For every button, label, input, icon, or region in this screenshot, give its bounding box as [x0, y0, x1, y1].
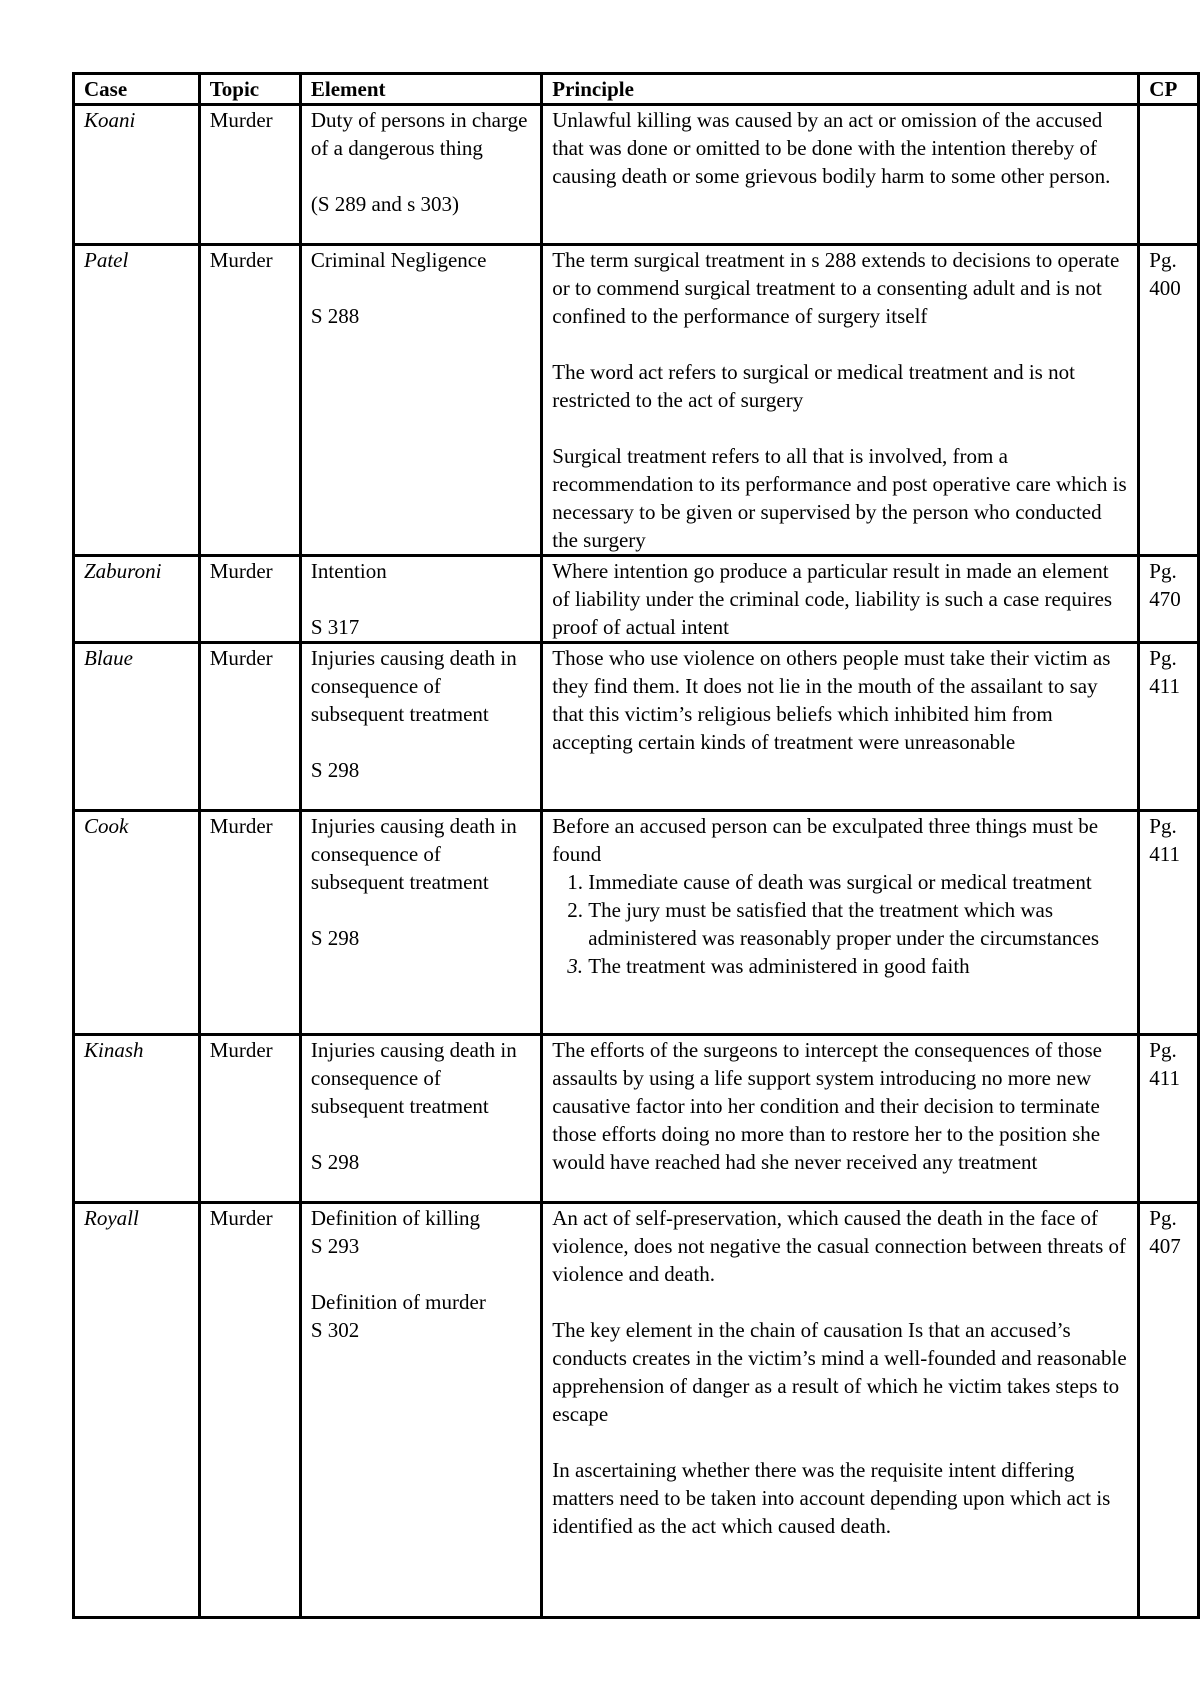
case-cell: Royall [74, 1203, 200, 1618]
table-row [74, 556, 1199, 643]
principle-cell [542, 643, 1139, 811]
topic-cell: Murder [199, 1203, 300, 1618]
principle-paragraph: The efforts of the surgeons to intercept the consequences of those assaults by using a life support system introducing no more new causative factor into her condition and their decision to terminate those efforts doing no more than to restore her to the position she would have reached had she never received any treatment [552, 1038, 1102, 1174]
principle-cell [542, 1035, 1139, 1203]
element-line: S 317 [310, 615, 360, 639]
element-line: Intention [310, 559, 387, 583]
element-cell [300, 556, 541, 643]
cp-cell: Pg. 411 [1139, 1035, 1199, 1203]
element-line: Injuries causing death in consequence of subsequent treatment [310, 646, 517, 726]
principle-paragraph: Before an accused person can be exculpated three things must be found [552, 814, 1099, 866]
case-cell: Zaburoni [74, 556, 200, 643]
element-line: S 302 [310, 1318, 360, 1342]
principle-cell [542, 811, 1139, 1035]
element-line: S 298 [310, 1150, 360, 1174]
element-cell [300, 105, 541, 245]
principle-paragraph: The term surgical treatment in s 288 extends to decisions to operate or to commend surgical treatment to a consenting adult and is not confined to the performance of surgery itself [552, 248, 1120, 328]
table-row [74, 105, 1199, 245]
case-table [72, 72, 1200, 1619]
case-cell: Patel [74, 245, 200, 556]
principle-paragraph: The key element in the chain of causation Is that an accused’s conducts creates in the victim’s mind a well-founded and reasonable apprehension of danger as a result of which he victim takes steps to escape [552, 1318, 1127, 1426]
case-cell: Kinash [74, 1035, 200, 1203]
table-row [74, 643, 1199, 811]
principle-cell [542, 1203, 1139, 1618]
principle-cell [542, 105, 1139, 245]
principle-paragraph: Surgical treatment refers to all that is involved, from a recommendation to its performance and post operative care which is necessary to be given or supervised by the person who conducted the surgery [552, 444, 1127, 552]
table-row [74, 811, 1199, 1035]
table-row [74, 1203, 1199, 1618]
principle-paragraph: In ascertaining whether there was the requisite intent differing matters need to be taken into account depending upon which act is identified as the act which caused death. [552, 1458, 1111, 1538]
header-case: Case [74, 74, 200, 105]
topic-cell: Murder [199, 1035, 300, 1203]
cp-cell: Pg. 411 [1139, 643, 1199, 811]
principle-paragraph: Those who use violence on others people must take their victim as they find them. It does not lie in the mouth of the assailant to say that this victim’s religious beliefs which inhibited him from accepting certain kinds of treatment were unreasonable [552, 646, 1111, 754]
element-line: Definition of murder [310, 1290, 486, 1314]
header-topic: Topic [199, 74, 300, 105]
principle-cell [542, 556, 1139, 643]
element-cell [300, 1035, 541, 1203]
cp-cell: Pg. 411 [1139, 811, 1199, 1035]
principle-list [552, 868, 1127, 980]
topic-cell: Murder [199, 245, 300, 556]
case-cell: Koani [74, 105, 200, 245]
table-row [74, 245, 1199, 556]
element-cell [300, 643, 541, 811]
element-cell [300, 245, 541, 556]
topic-cell: Murder [199, 105, 300, 245]
element-line: Injuries causing death in consequence of subsequent treatment [310, 814, 517, 894]
cp-cell [1139, 105, 1199, 245]
element-line: Definition of killing [310, 1206, 481, 1230]
cp-cell: Pg. 407 [1139, 1203, 1199, 1618]
element-line: S 298 [310, 758, 360, 782]
principle-paragraph: Unlawful killing was caused by an act or omission of the accused that was done or omitted to be done with the intention thereby of causing death or some grievous bodily harm to some other person. [552, 108, 1111, 188]
topic-cell: Murder [199, 811, 300, 1035]
list-item: 1. Immediate cause of death was surgical or medical treatment [588, 868, 1127, 896]
element-cell [300, 1203, 541, 1618]
principle-paragraph: Where intention go produce a particular result in made an element of liability under the criminal code, liability is such a case requires proof of actual intent [552, 559, 1113, 639]
case-cell: Cook [74, 811, 200, 1035]
cp-cell: Pg. 400 [1139, 245, 1199, 556]
element-line: (S 289 and s 303) [310, 192, 460, 216]
header-element: Element [300, 74, 541, 105]
table-header-row [74, 74, 1199, 105]
element-line: S 298 [310, 926, 360, 950]
element-line: S 288 [310, 304, 360, 328]
list-item: 3. The treatment was administered in good faith [588, 952, 1127, 980]
element-line: Duty of persons in charge of a dangerous thing [310, 108, 528, 160]
element-cell [300, 811, 541, 1035]
element-line: S 293 [310, 1234, 360, 1258]
table-row [74, 1035, 1199, 1203]
element-line: Injuries causing death in consequence of subsequent treatment [310, 1038, 517, 1118]
principle-paragraph: The word act refers to surgical or medical treatment and is not restricted to the act of surgery [552, 360, 1075, 412]
case-cell: Blaue [74, 643, 200, 811]
cp-cell: Pg. 470 [1139, 556, 1199, 643]
topic-cell: Murder [199, 556, 300, 643]
list-item: 2. The jury must be satisfied that the treatment which was administered was reasonably proper under the circumstances [588, 896, 1127, 952]
header-cp: CP [1139, 74, 1199, 105]
principle-paragraph: An act of self-preservation, which caused the death in the face of violence, does not negative the casual connection between threats of violence and death. [552, 1206, 1127, 1286]
principle-cell [542, 245, 1139, 556]
header-principle: Principle [542, 74, 1139, 105]
topic-cell: Murder [199, 643, 300, 811]
element-line: Criminal Negligence [310, 248, 487, 272]
